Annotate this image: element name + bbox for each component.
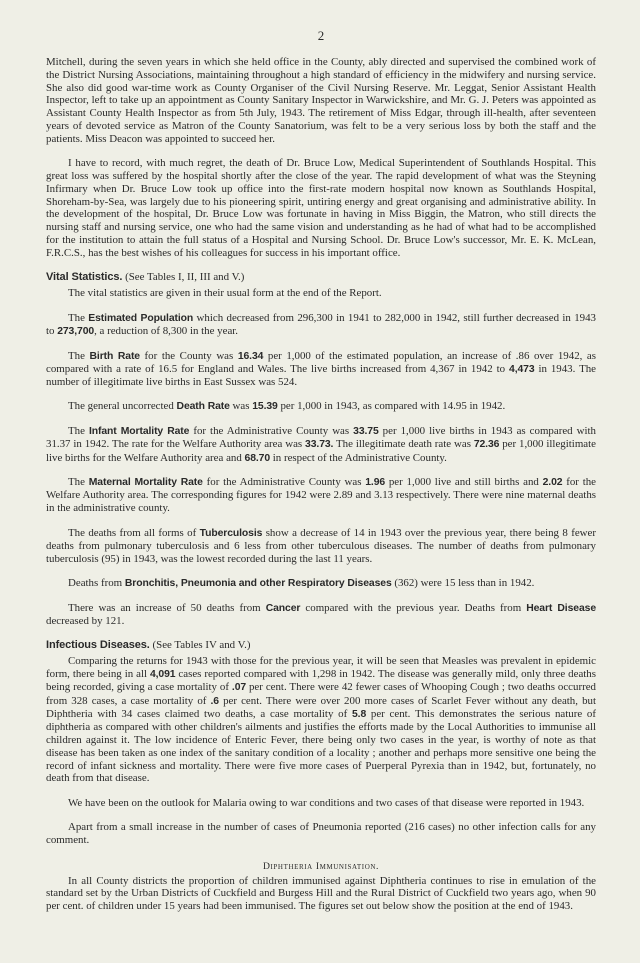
value-birth-rate: 16.34 <box>237 350 264 362</box>
vital-statistics-intro: The vital statistics are given in their usual form at the end of the Report. <box>68 287 382 300</box>
infectious-diseases-tables-ref: (See Tables IV and V.) <box>152 639 251 652</box>
vital-statistics-tables-ref: (See Tables I, II, III and V.) <box>125 271 245 284</box>
term-birth-rate: Birth Rate <box>89 350 140 362</box>
infectious-diseases-heading: Infectious Diseases. <box>46 639 150 652</box>
infectious-diseases-heading-line <box>46 639 596 652</box>
term-death-rate: Death Rate <box>176 401 230 413</box>
pneumonia-paragraph: Apart from a small increase in the number of cases of Pneumonia reported (216 cases) no other infection calls for any comment. <box>46 820 596 846</box>
tuberculosis-paragraph: The deaths from all forms of Tuberculosis show a decrease of 14 in 1943 over the previous year, there being 8 fewer deaths from pulmonary tuberculosis and 6 less from other tuberculous diseases. The number of deaths from pulmonary tuberculosis (95) in 1943, was the lowest recorded during the last 11 years. <box>46 526 596 565</box>
birth-rate-paragraph: The Birth Rate for the County was 16.34 per 1,000 of the estimated population, an increase of .86 over 1942, as compared with a rate of 16.5 for England and Wales. The live births increased from 4,367 in 1942 to 4,473 in 1943. The number of illegitimate live births in East Sussex was 524. <box>46 349 596 389</box>
vital-statistics-heading: Vital Statistics. <box>46 271 123 284</box>
diphtheria-immunisation-heading: Diphtheria Immunisation. <box>262 860 380 872</box>
cancer-paragraph: There was an increase of 50 deaths from Cancer compared with the previous year. Deaths from Heart Disease decreased by 121. <box>46 601 596 627</box>
infant-mortality-paragraph: The Infant Mortality Rate for the Administrative County was 33.75 per 1,000 live births in 1943 as compared with 31.37 in 1942. The rate for the Welfare Authority area was 33.73. The illegitimate death rate was 72.36 per 1,000 illegitimate live births for the Welfare Authority area and 68.70 in respect of the Administrative County. <box>46 425 596 464</box>
term-infant-mortality: Infant Mortality Rate <box>88 426 190 438</box>
term-tuberculosis: Tuberculosis <box>199 527 263 539</box>
staff-changes-paragraph: Mitchell, during the seven years in which she held office in the County, ably directed and supervised the combined work of the District Nursing Associations, maintaining throughout a high standard of efficiency in the midwifery and nursing service. She also did good war-time work as County Organiser of the Civil Nursing Reserve. Mr. Leggat, Senior Assistant Health Inspector, left to take up an appointment as County Sanitary Inspector in Warwickshire, and Mr. G. J. Peters was appointed as Assistant County Health Inspector as from 5th July, 1943. The retirement of Miss Edgar, through ill-health, after seventeen years of devoted service as Matron of the County Sanatorium, was felt to be a very serious loss by both the staff and the patients. Miss Deacon was appointed to succeed her. <box>46 56 596 145</box>
value-live-births: 4,473 <box>509 363 535 375</box>
value-population: 273,700 <box>57 325 95 337</box>
term-maternal-mortality: Maternal Mortality Rate <box>88 477 203 489</box>
value-death-rate: 15.39 <box>252 401 278 413</box>
infectious-diseases-paragraph: Comparing the returns for 1943 with those for the previous year, it will be seen that Measles was prevalent in epidemic form, there being in all 4,091 cases reported compared with 1,298 in 1942. The disease was generally mild, only three deaths being recorded, giving a case mortality of .07 per cent. There were 42 fewer cases of Whooping Cough ; two deaths occurred from 328 cases, a case mortality of .6 per cent. There were over 200 more cases of Scarlet Fever without any death, but Diphtheria with 34 cases claimed two deaths, a case mortality of 5.8 per cent. This demonstrates the serious nature of diphtheria as compared with other children's ailments and justifies the efforts made by the Local Authorities to immunise all children against it. The low incidence of Enteric Fever, there being only two cases in the year, is worthy of note as that disease has been taken as one index of the sanitary condition of a locality ; another and perhaps more sensitive one being the record of infant sickness and mortality. There were five more cases of Puerperal Pyrexia than in 1942, but, fortunately, no death from that disease. <box>46 655 596 785</box>
maternal-mortality-paragraph: The Maternal Mortality Rate for the Administrative County was 1.96 per 1,000 live and still births and 2.02 for the Welfare Authority area. The corresponding figures for 1942 were 2.89 and 3.13 respectively. There were nine maternal deaths in the administrative county. <box>46 476 597 515</box>
obituary-paragraph: I have to record, with much regret, the death of Dr. Bruce Low, Medical Superintendent of Southlands Hospital. This great loss was suffered by the hospital shortly after the close of the year. The rapid development of what was the Steyning Infirmary when Dr. Bruce Low took up office into the first-rate modern hospital now known as Southlands Hospital, Shoreham-by-Sea, was largely due to his pioneering spirit, untiring energy and great organising and administrative ability. In the development of the hospital, Dr. Bruce Low was fortunate in having in Miss Biggin, the Matron, who still directs the nursing staff and nursing service, one who had the same vision and understanding as he had of what had to be accomplished for the institution to attain the full status of a Hospital and Nursing School. Dr. Bruce Low's successor, Mr. E. K. McLean, F.R.C.S., has the best wishes of his colleagues for success in his important office. <box>46 157 596 259</box>
term-respiratory-diseases: Bronchitis, Pneumonia and other Respiratory Diseases <box>124 577 392 589</box>
respiratory-paragraph: Deaths from Bronchitis, Pneumonia and other Respiratory Diseases (362) were 15 less than in 1942. <box>68 576 535 589</box>
diphtheria-immunisation-paragraph: In all County districts the proportion of children immunised against Diphtheria continues to rise in emulation of the standard set by the Urban Districts of Cuckfield and Burgess Hill and the Rural District of Cuckfield two years ago, when 90 per cent. of children under 15 years had been immunised. The figures set out below show the position at the end of 1943. <box>46 874 596 913</box>
death-rate-paragraph: The general uncorrected Death Rate was 15.39 per 1,000 in 1943, as compared with 14.95 in 1942. <box>68 400 506 413</box>
term-estimated-population: Estimated Population <box>88 312 194 324</box>
term-heart-disease: Heart Disease <box>526 602 596 614</box>
page-number: 2 <box>317 28 325 43</box>
malaria-paragraph: We have been on the outlook for Malaria owing to war conditions and two cases of that disease were reported in 1943. <box>68 796 585 809</box>
population-paragraph: The Estimated Population which decreased from 296,300 in 1941 to 282,000 in 1942, still further decreased in 1943 to 273,700, a reduction of 8,300 in the year. <box>46 311 596 337</box>
term-cancer: Cancer <box>265 602 301 614</box>
vital-statistics-heading-line <box>46 271 596 284</box>
